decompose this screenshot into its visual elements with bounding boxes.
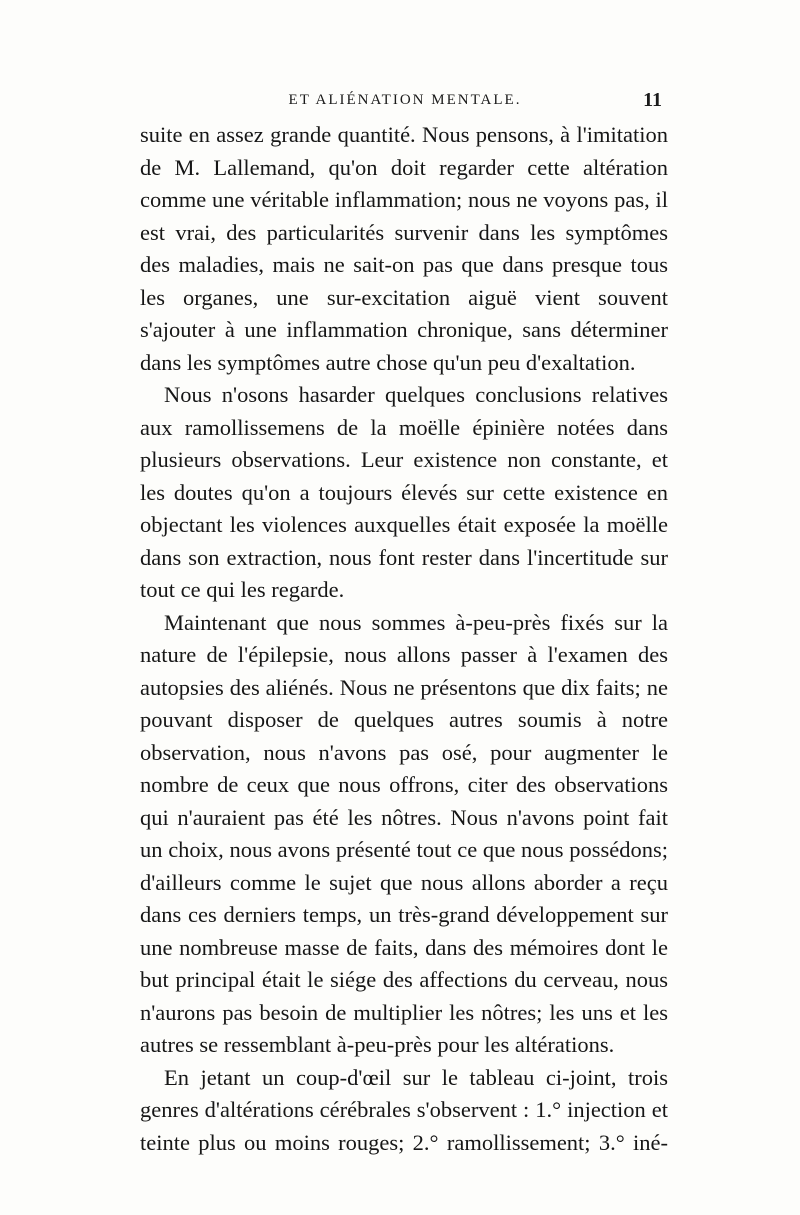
- paragraph: Nous n'osons hasarder quelques conclusions relatives aux ramollissemens de la moëlle épinière notées dans plusieurs observations. Leur existence non constante, et les doutes qu'on a toujours élevés sur cette existence en objectant les violences auxquelles était exposée la moëlle dans son extraction, nous font rester dans l'incertitude sur tout ce qui les regarde.: [140, 382, 668, 602]
- running-head: [140, 89, 670, 116]
- body-text: [140, 119, 668, 1159]
- paragraph: Maintenant que nous sommes à-peu-près fixés sur la nature de l'épilepsie, nous allons passer à l'examen des autopsies des aliénés. Nous ne présentons que dix faits; ne pouvant disposer de quelques autres soumis à notre observation, nous n'avons pas osé, pour augmenter le nombre de ceux que nous offrons, citer des observations qui n'auraient pas été les nôtres. Nous n'avons point fait un choix, nous avons présenté tout ce que nous possédons; d'ailleurs comme le sujet que nous allons aborder a reçu dans ces derniers temps, un très-grand développement sur une nombreuse masse de faits, dans des mémoires dont le but principal était le siége des affections du cerveau, nous n'aurons pas besoin de multiplier les nôtres; les uns et les autres se ressemblant à-peu-près pour les altérations.: [140, 609, 668, 1057]
- running-title: ET ALIÉNATION MENTALE.: [288, 92, 522, 108]
- page-number: 11: [643, 89, 662, 111]
- paragraph: suite en assez grande quantité. Nous pensons, à l'imitation de M. Lallemand, qu'on doit regarder cette altération comme une véritable inflammation; nous ne voyons pas, il est vrai, des particularités survenir dans les symptômes des maladies, mais ne sait-on pas que dans presque tous les organes, une sur-excitation aiguë vient souvent s'ajouter à une inflammation chronique, sans déterminer dans les symptômes autre chose qu'un peu d'exaltation.: [140, 122, 668, 375]
- paragraph: En jetant un coup-d'œil sur le tableau ci-joint, trois genres d'altérations cérébrales s'observent : 1.° injection et teinte plus ou moins rouges; 2.° ramollissement; 3.° iné-: [140, 1064, 668, 1155]
